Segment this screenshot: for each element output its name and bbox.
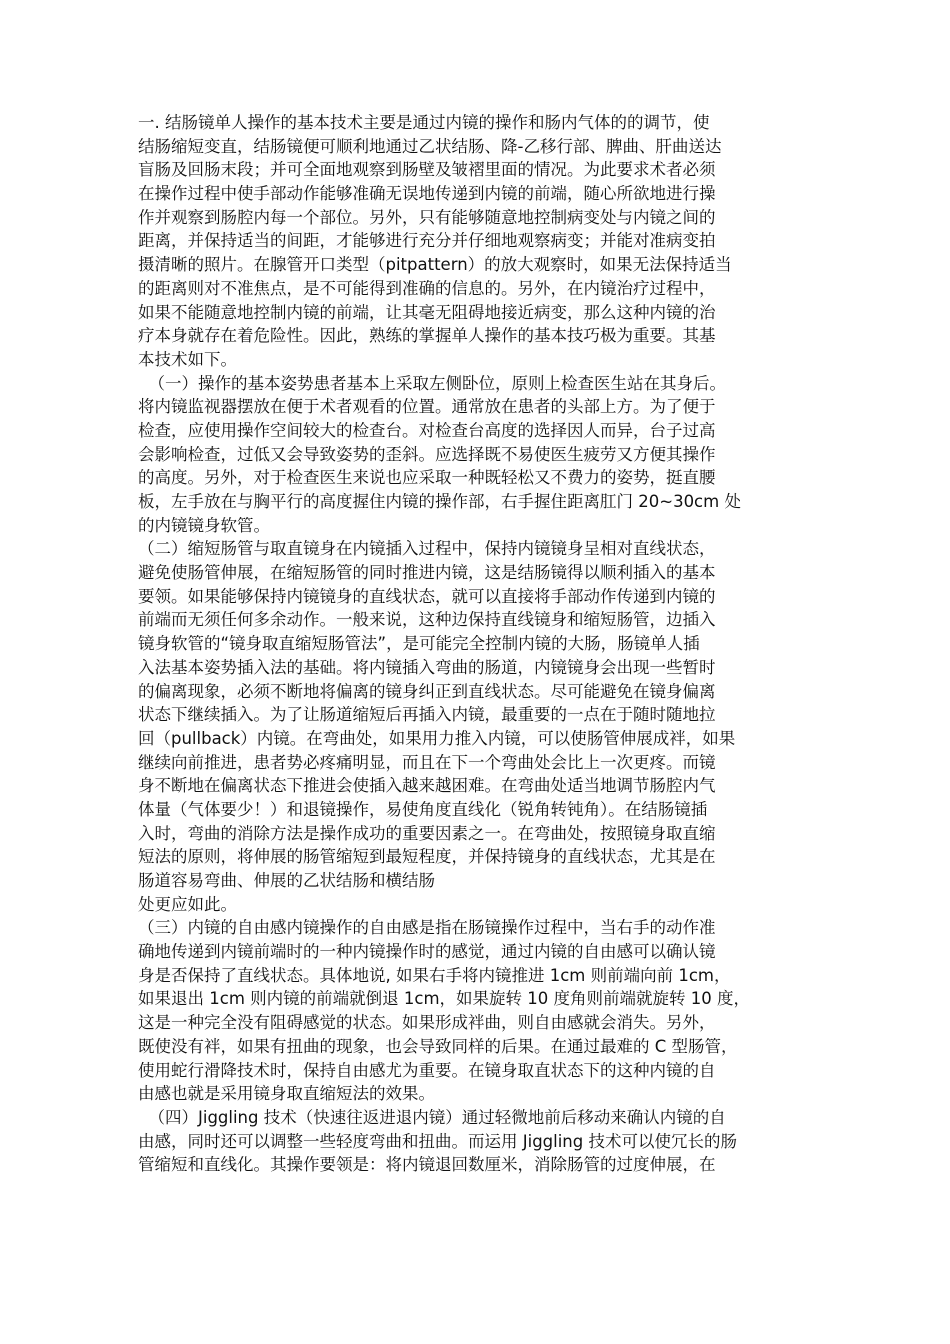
text-line: （二）缩短肠管与取直镜身在内镜插入过程中，保持内镜镜身呈相对直线状态，	[138, 539, 716, 559]
text-line: 的距离则对不准焦点，是不可能得到准确的信息的。另外，在内镜治疗过程中，	[138, 278, 716, 298]
text-line: 如果不能随意地控制内镜的前端，让其毫无阻碍地接近病变，那么这种内镜的治	[138, 302, 716, 322]
text-line: 结肠缩短变直，结肠镜便可顺利地通过乙状结肠、降-乙移行部、脾曲、肝曲送达	[138, 136, 722, 156]
text-line: （三）内镜的自由感内镜操作的自由感是指在肠镜操作过程中，当右手的动作准	[138, 918, 716, 938]
text-line: 本技术如下。	[138, 349, 237, 369]
text-line: 管缩短和直线化。其操作要领是：将内镜退回数厘米，消除肠管的过度伸展，在	[138, 1155, 716, 1175]
text-line: 将内镜监视器摆放在便于术者观看的位置。通常放在患者的头部上方。为了便于	[138, 397, 716, 417]
text-line: 身不断地在偏离状态下推进会使插入越来越困难。在弯曲处适当地调节肠腔内气	[138, 776, 716, 796]
text-line: 由感，同时还可以调整一些轻度弯曲和扭曲。而运用 Jiggling 技术可以使冗长的肠	[138, 1131, 737, 1151]
text-line: 使用蛇行滑降技术时，保持自由感尤为重要。在镜身取直状态下的这种内镜的自	[138, 1060, 716, 1080]
text-line: 由感也就是采用镜身取直缩短法的效果。	[138, 1084, 435, 1104]
text-line: 如果退出 1cm 则内镜的前端就倒退 1cm，如果旋转 10 度角则前端就旋转 10 度，	[138, 989, 750, 1009]
text-line: 要领。如果能够保持内镜镜身的直线状态，就可以直接将手部动作传递到内镜的	[138, 586, 716, 606]
text-line: 的偏离现象，必须不断地将偏离的镜身纠正到直线状态。尽可能避免在镜身偏离	[138, 681, 716, 701]
text-line: 在操作过程中使手部动作能够准确无误地传递到内镜的前端，随心所欲地进行操	[138, 184, 716, 204]
text-line: 身是否保持了直线状态。具体地说, 如果右手将内镜推进 1cm 则前端向前 1cm，	[138, 965, 731, 985]
text-line: 距离，并保持适当的间距，才能够进行充分并仔细地观察病变；并能对准病变拍	[138, 231, 716, 251]
text-line: 疗本身就存在着危险性。因此，熟练的掌握单人操作的基本技巧极为重要。其基	[138, 326, 716, 346]
text-line: 入时，弯曲的消除方法是操作成功的重要因素之一。在弯曲处，按照镜身取直缩	[138, 823, 716, 843]
text-line: 摄清晰的照片。在腺管开口类型（pitpattern）的放大观察时，如果无法保持适当	[138, 255, 732, 275]
text-line: 的内镜镜身软管。	[138, 515, 270, 535]
text-line: 的高度。另外，对于检查医生来说也应采取一种既轻松又不费力的姿势，挺直腰	[138, 468, 716, 488]
text-line: 回（pullback）内镜。在弯曲处，如果用力推入内镜，可以使肠管伸展成袢，如果	[138, 728, 736, 748]
text-line: 确地传递到内镜前端时的一种内镜操作时的感觉，通过内镜的自由感可以确认镜	[138, 942, 716, 962]
text-line: 肠道容易弯曲、伸展的乙状结肠和横结肠	[138, 871, 435, 890]
text-line: 会影响检查，过低又会导致姿势的歪斜。应选择既不易使医生疲劳又方便其操作	[138, 444, 716, 464]
text-line: （四）Jiggling 技术（快速往返进退内镜）通过轻微地前后移动来确认内镜的自	[138, 1107, 726, 1127]
text-line: 处更应如此。	[138, 894, 237, 914]
text-line: 盲肠及回肠末段；并可全面地观察到肠壁及皱褶里面的情况。为此要求术者必须	[138, 160, 716, 180]
text-line: 继续向前推进，患者势必疼痛明显，而且在下一个弯曲处会比上一次更疼。而镜	[138, 752, 716, 772]
body-text	[138, 111, 828, 1177]
text-line: 体量（气体要少！）和退镜操作，易使角度直线化（锐角转钝角）。在结肠镜插	[138, 799, 708, 819]
text-line: 这是一种完全没有阻碍感觉的状态。如果形成袢曲，则自由感就会消失。另外，	[138, 1013, 716, 1033]
text-line: 镜身软管的“镜身取直缩短肠管法”，是可能完全控制内镜的大肠，肠镜单人插	[138, 634, 700, 654]
text-line: 既使没有袢，如果有扭曲的现象，也会导致同样的后果。在通过最难的 C 型肠管，	[138, 1036, 738, 1056]
text-line: 作并观察到肠腔内每一个部位。另外，只有能够随意地控制病变处与内镜之间的	[138, 207, 716, 227]
text-line: 入法基本姿势插入法的基础。将内镜插入弯曲的肠道，内镜镜身会出现一些暂时	[138, 657, 716, 677]
text-line: 前端而无须任何多余动作。一般来说，这种边保持直线镜身和缩短肠管，边插入	[138, 610, 716, 630]
text-line: 检查，应使用操作空间较大的检查台。对检查台高度的选择因人而异，台子过高	[138, 420, 716, 440]
text-line: 避免使肠管伸展，在缩短肠管的同时推进内镜，这是结肠镜得以顺利插入的基本	[138, 563, 716, 583]
text-line: 短法的原则，将伸展的肠管缩短到最短程度，并保持镜身的直线状态，尤其是在	[138, 847, 716, 867]
text-line: 状态下继续插入。为了让肠道缩短后再插入内镜，最重要的一点在于随时随地拉	[138, 705, 716, 725]
text-line: （一）操作的基本姿势患者基本上采取左侧卧位，原则上检查医生站在其身后。	[138, 373, 726, 393]
text-line: 一. 结肠镜单人操作的基本技术主要是通过内镜的操作和肠内气体的的调节，使	[138, 113, 710, 132]
text-line: 板，左手放在与胸平行的高度握住内镜的操作部，右手握住距离肛门 20~30cm 处	[138, 492, 741, 511]
